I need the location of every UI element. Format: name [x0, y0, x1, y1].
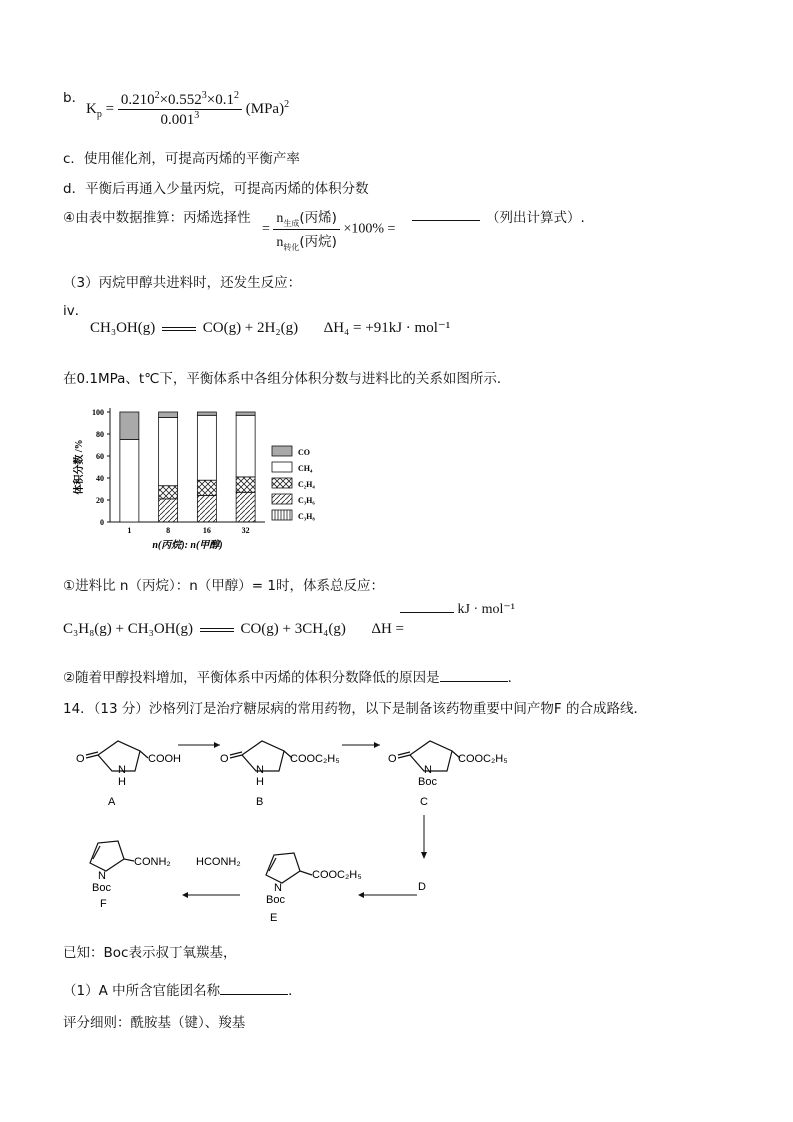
kp-expression: $K_p$ = $\frac{0.210^2\times 0.552^3\times 0.1^2}{0.001^3}$ (MPa)$^2$: [86, 90, 290, 128]
q4-prefix: ④由表中数据推算：丙烯选择性: [63, 210, 251, 226]
bar-segment-c2h4-32: [236, 477, 255, 492]
bar-segment-c2h4-16: [197, 480, 216, 495]
equilibrium-sign: [200, 628, 234, 632]
x-tick-label: 8: [166, 526, 171, 535]
legend-label: C₃H₈: [298, 512, 315, 521]
svg-text:COOH: COOH: [148, 753, 181, 765]
answer-blank-functional-groups[interactable]: [220, 982, 288, 995]
x-tick-label: 16: [202, 526, 211, 535]
reaction-iv-right: CO(g) + 2H₂(g): [202, 320, 299, 336]
molecule-f: [90, 841, 171, 910]
svg-text:Boc: Boc: [418, 776, 437, 788]
kp-symbol: K: [86, 100, 97, 117]
svg-text:D: D: [418, 881, 426, 893]
total-reaction-enthalpy: ΔH =: [371, 621, 405, 637]
molecule-e: [266, 853, 362, 924]
kp-fraction: [118, 90, 242, 129]
x-tick-label: 1: [127, 526, 132, 535]
bar-segment-c2h4-8: [159, 486, 178, 499]
legend-swatch-c2h4: [272, 478, 292, 488]
svg-text:N: N: [118, 764, 126, 776]
total-reaction-left: C₃H₈(g) + CH₃OH(g): [63, 621, 193, 637]
kp-subscript: p: [96, 108, 102, 120]
svg-text:Boc: Boc: [92, 882, 111, 894]
svg-text:O: O: [76, 753, 85, 765]
svg-text:B: B: [256, 796, 264, 808]
svg-text:N: N: [424, 764, 432, 776]
selectivity-fraction: $\frac{n_{生成}(丙烯)}{n_{转化}(丙烷)}$: [273, 206, 340, 253]
selectivity-formula: = $\frac{n_{生成}(丙烯)}{n_{转化}(丙烷)}$ ×100% =: [262, 206, 395, 253]
svg-text:H: H: [256, 776, 264, 788]
bar-segment-co-8: [159, 412, 178, 418]
legend-label: C₂H₄: [298, 480, 315, 489]
x-tick-label: 32: [241, 526, 250, 535]
known-note: 已知：Boc表示叔丁氧羰基，: [63, 945, 237, 961]
legend-swatch-ch4: [272, 462, 292, 472]
y-tick-label: 40: [96, 474, 104, 483]
svg-text:Boc: Boc: [266, 894, 285, 906]
grading-rule: 评分细则：酰胺基（键）、羧基: [63, 1015, 246, 1031]
bar-segment-co-1: [120, 412, 139, 440]
sub-question-1: （1）A 中所含官能团名称 ．: [63, 983, 302, 999]
legend-label: CH₄: [298, 464, 313, 473]
q1-unit: kJ · mol⁻¹: [457, 602, 515, 617]
part-3-intro: （3）丙烷甲醇共进料时，还发生反应：: [63, 275, 302, 291]
answer-blank-reason[interactable]: [440, 669, 508, 682]
svg-text:COOC₂H₅: COOC₂H₅: [312, 869, 362, 881]
y-tick-label: 60: [96, 452, 104, 461]
svg-text:E: E: [270, 912, 278, 924]
q1-text: ①进料比 n（丙烷）：n（甲醇）= 1时，体系总反应：: [63, 578, 384, 594]
x-axis-label: n(丙烷): n(甲醇): [152, 540, 223, 551]
q2-text: ②随着甲醇投料增加，平衡体系中丙烯的体积分数降低的原因是 ．: [63, 670, 522, 686]
synthesis-scheme: [60, 725, 540, 925]
svg-text:COOC₂H₅: COOC₂H₅: [458, 753, 508, 765]
bar-segment-c3h6-32: [236, 492, 255, 522]
bar-segment-co-16: [197, 412, 216, 415]
svg-text:C: C: [420, 796, 428, 808]
question-14: 14．（13 分）沙格列汀是治疗糖尿病的常用药物，以下是制备该药物重要中间产物F 的合成路线．: [63, 701, 647, 717]
bar-segment-c3h6-16: [197, 496, 216, 522]
legend-swatch-c3h8: [272, 510, 292, 520]
option-c: c．使用催化剂，可提高丙烯的平衡产率: [63, 151, 300, 167]
total-reaction-right: CO(g) + 3CH₄(g): [240, 621, 346, 637]
y-tick-label: 100: [92, 408, 104, 417]
svg-text:O: O: [388, 753, 397, 765]
svg-text:CONH₂: CONH₂: [134, 856, 171, 868]
svg-text:A: A: [108, 796, 116, 808]
legend-label: C₃H₆: [298, 496, 315, 505]
molecule-b: [220, 741, 340, 808]
y-tick-label: 20: [96, 496, 104, 505]
reaction-iv-enthalpy: ΔH₄ = +91kJ · mol⁻¹: [323, 320, 451, 336]
q1-unit-line: [400, 601, 515, 618]
legend-label: CO: [298, 448, 310, 457]
equilibrium-sign: [162, 327, 196, 331]
bar-segment-ch4-32: [236, 415, 255, 477]
option-b-label: b．: [63, 90, 86, 106]
svg-text:COOC₂H₅: COOC₂H₅: [290, 753, 340, 765]
y-tick-label: 80: [96, 430, 104, 439]
svg-text:HCONH₂: HCONH₂: [196, 856, 241, 868]
conditions-line: 在0.1MPa、t℃下，平衡体系中各组分体积分数与进料比的关系如图所示．: [63, 371, 511, 387]
molecule-a: [76, 741, 181, 808]
y-tick-label: 0: [100, 518, 104, 527]
svg-text:H: H: [118, 776, 126, 788]
bar-segment-c3h6-8: [159, 499, 178, 522]
kp-unit: (MPa): [245, 100, 285, 117]
svg-text:N: N: [256, 764, 264, 776]
times-100-percent: ×100% =: [343, 221, 396, 237]
option-d: d．平衡后再通入少量丙烷，可提高丙烯的体积分数: [63, 181, 369, 197]
answer-blank-selectivity[interactable]: [412, 208, 480, 221]
svg-text:O: O: [220, 753, 229, 765]
kp-numerator: $0.210^2\times 0.552^3\times 0.1^2$: [118, 90, 242, 110]
reaction-iv-left: CH₃OH(g): [90, 320, 156, 336]
kp-denominator: 0.001$^3$: [160, 110, 200, 128]
reaction-iv-label: iv．: [63, 303, 89, 319]
reaction-iv: [90, 318, 450, 337]
bar-segment-ch4-16: [197, 415, 216, 480]
bar-segment-ch4-8: [159, 418, 178, 486]
q4-note: （列出计算式）.: [486, 210, 585, 226]
bar-segment-co-32: [236, 412, 255, 415]
svg-text:N: N: [98, 870, 106, 882]
legend-swatch-co: [272, 446, 292, 456]
svg-text:N: N: [274, 882, 282, 894]
svg-text:F: F: [100, 898, 107, 910]
bar-segment-ch4-1: [120, 440, 139, 523]
legend-swatch-c3h6: [272, 494, 292, 504]
molecule-c: [388, 741, 508, 808]
total-reaction: [63, 621, 404, 638]
y-axis-label: 体积分数 /%: [74, 439, 85, 495]
answer-blank-enthalpy[interactable]: [400, 604, 454, 613]
kp-unit-exp: 2: [284, 98, 290, 110]
stacked-bar-chart: [70, 400, 340, 560]
